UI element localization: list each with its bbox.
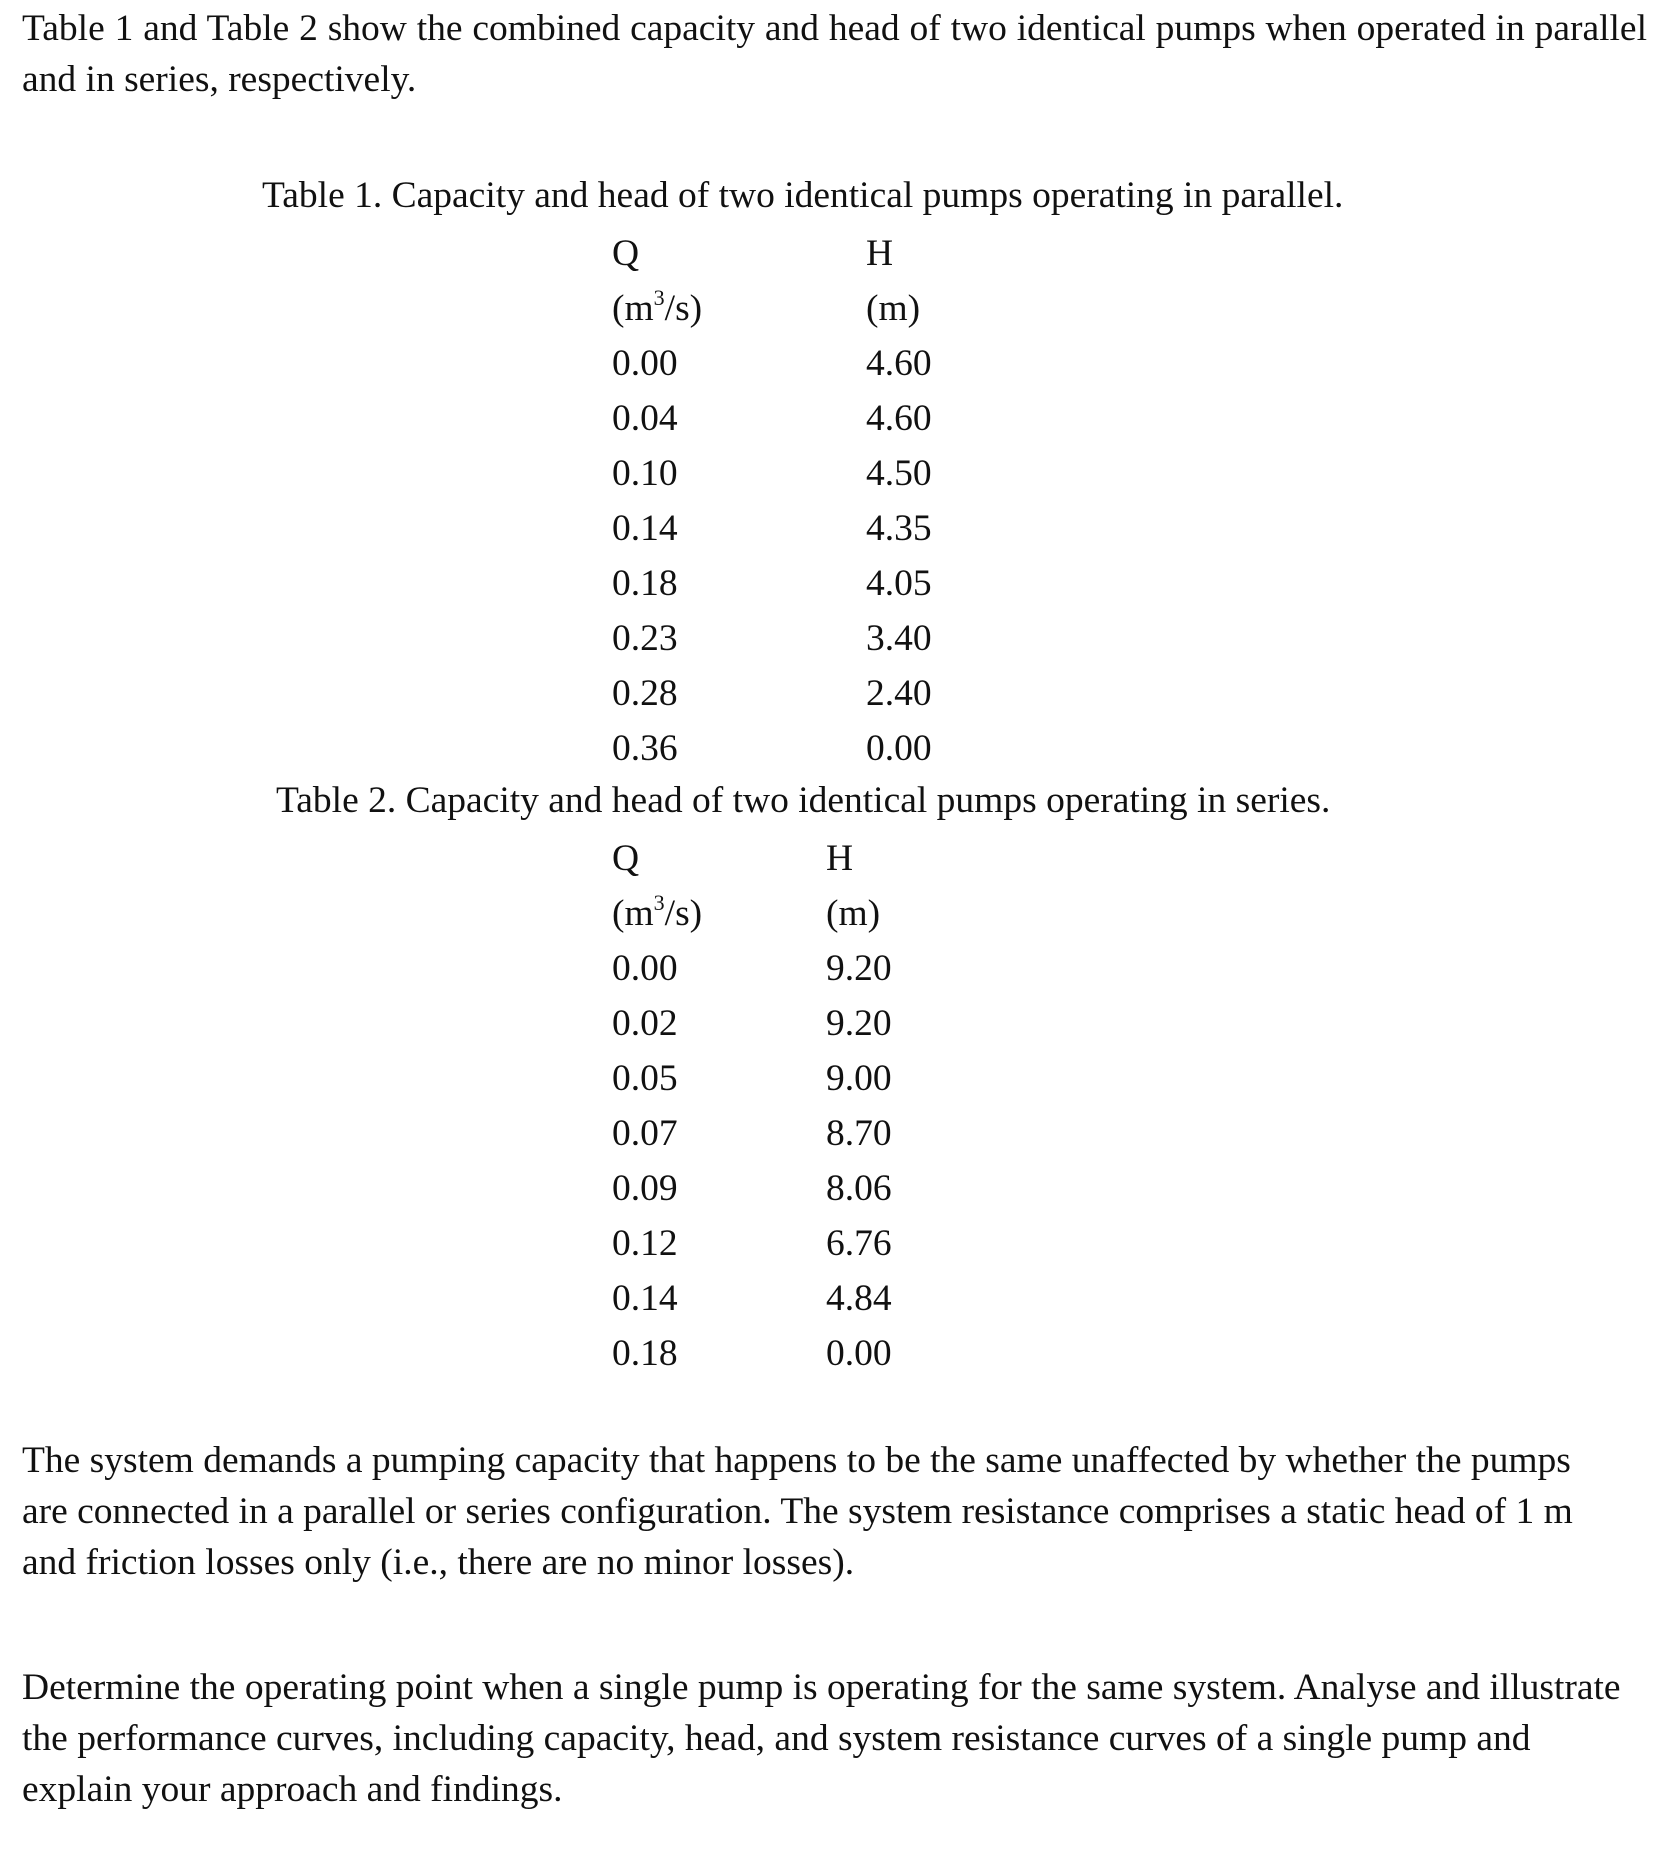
table-2-unit-q: $(m^3/s)$ [612, 889, 703, 934]
table-1-row-q-cell: 0.18 [612, 563, 678, 604]
table-2-row-q-cell: 0.02 [612, 1003, 678, 1044]
table-1-header-q: Q [612, 233, 640, 274]
table-2-row-h-cell: 9.00 [826, 1058, 892, 1099]
table-2-row-h-cell: 9.20 [826, 1003, 892, 1044]
table-2-unit-h: (m) [826, 893, 881, 934]
table-1-row-q-cell: 0.14 [612, 508, 678, 549]
table-1-row-q-cell: 0.10 [612, 453, 678, 494]
table-2-row-q-cell: 0.14 [612, 1278, 678, 1319]
table-2-header-q: Q [612, 838, 640, 879]
table-1-row-q-cell: 0.36 [612, 728, 678, 769]
table-2-row-q-cell: 0.00 [612, 948, 678, 989]
table-2-row-q-cell: 0.12 [612, 1223, 678, 1264]
table-2-row-h-cell: 8.06 [826, 1168, 892, 1209]
table-1-unit-h: (m) [866, 288, 921, 329]
task-paragraph: Determine the operating point when a single pump is operating for the same system. Analyse and illustrate the performance curves, including capacity, head, and system resistance curves of a single pump and explain your approach and findings. [22, 1667, 1621, 1810]
table-1-row-h-cell: 4.50 [866, 453, 932, 494]
table-2-row-h-cell: 0.00 [826, 1333, 892, 1374]
table-1-row-q-cell: 0.00 [612, 343, 678, 384]
table-1-row-q-cell: 0.28 [612, 673, 678, 714]
table-2-row-h-cell: 9.20 [826, 948, 892, 989]
table-1-row-h-cell: 2.40 [866, 673, 932, 714]
table-2-row-h-cell: 4.84 [826, 1278, 892, 1319]
table-1-row-h-cell: 3.40 [866, 618, 932, 659]
intro-paragraph: Table 1 and Table 2 show the combined capacity and head of two identical pumps when operated in parallel and in series, respectively. [22, 8, 1647, 100]
table-1-unit-q: $(m^3/s)$ [612, 284, 703, 329]
table-1-row-h-cell: 4.05 [866, 563, 932, 604]
table-1-header-h: H [866, 233, 894, 274]
table-2-row-q-cell: 0.09 [612, 1168, 678, 1209]
table-1-row-q-cell: 0.04 [612, 398, 678, 439]
table-2-header-h: H [826, 838, 854, 879]
table-2-title: Table 2. Capacity and head of two identical pumps operating in series. [276, 780, 1331, 821]
table-2-row-q-cell: 0.07 [612, 1113, 678, 1154]
table-1-row-h-cell: 4.60 [866, 343, 932, 384]
table-1-row-q-cell: 0.23 [612, 618, 678, 659]
table-2-row-h-cell: 8.70 [826, 1113, 892, 1154]
table-1-row-h-cell: 4.35 [866, 508, 932, 549]
table-2-row-h-cell: 6.76 [826, 1223, 892, 1264]
table-2-row-q-cell: 0.05 [612, 1058, 678, 1099]
table-1-row-h-cell: 4.60 [866, 398, 932, 439]
table-2-row-q-cell: 0.18 [612, 1333, 678, 1374]
table-1-row-h-cell: 0.00 [866, 728, 932, 769]
table-1-title: Table 1. Capacity and head of two identical pumps operating in parallel. [262, 175, 1344, 216]
system-demand-paragraph: The system demands a pumping capacity that happens to be the same unaffected by whether the pumps are connected in a parallel or series configuration. The system resistance comprises a static head of 1 m and friction losses only (i.e., there are no minor losses). [22, 1440, 1573, 1583]
